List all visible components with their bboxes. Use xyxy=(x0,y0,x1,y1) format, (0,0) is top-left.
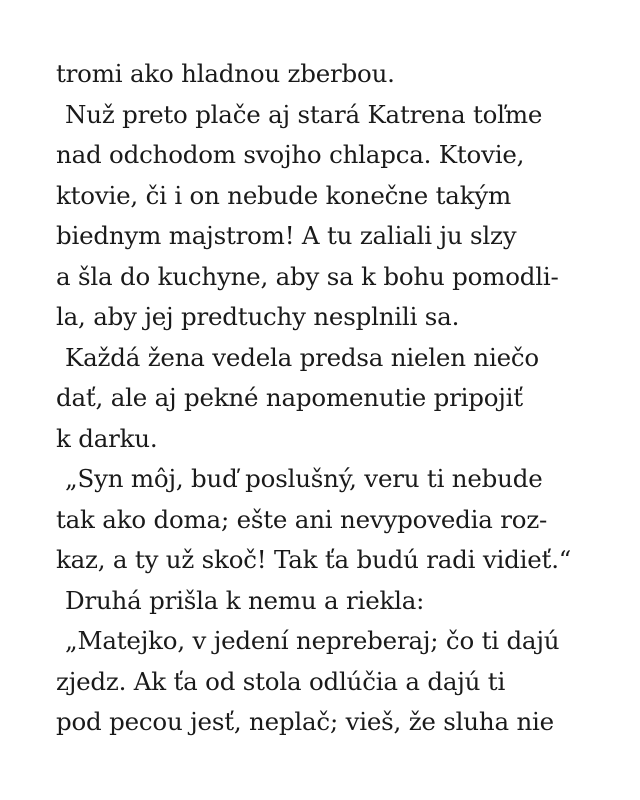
text-line: la, aby jej predtuchy nesplnili sa. xyxy=(56,302,460,331)
text-line: tak ako doma; ešte ani nevypovedia roz- xyxy=(56,504,548,534)
text-line: „Syn môj, buď poslušný, veru ti nebude xyxy=(65,464,543,493)
text-line: nad odchodom svojho chlapca. Ktovie, xyxy=(56,140,525,169)
text-line: ktovie, či i on nebude konečne takým xyxy=(56,180,512,210)
text-line: pod pecou jesť, neplač; vieš, že sluha nie xyxy=(56,707,554,736)
text-body xyxy=(56,54,616,743)
text-line: k darku. xyxy=(56,423,158,453)
text-line: a šla do kuchyne, aby sa k bohu pomodli- xyxy=(56,261,559,291)
text-line: „Matejko, v jedení nepreberaj; čo ti dajú xyxy=(65,626,560,655)
text-line: Druhá prišla k nemu a riekla: xyxy=(65,585,425,615)
text-line: kaz, a ty už skoč! Tak ťa budú radi vidieť.“ xyxy=(56,545,572,574)
text-line: tromi ako hladnou zberbou. xyxy=(56,59,395,88)
text-line: biednym majstrom! A tu zaliali ju slzy xyxy=(56,221,517,250)
text-line: Nuž preto plače aj stará Katrena toľme xyxy=(65,99,543,129)
text-line: zjedz. Ak ťa od stola odlúčia a dajú ti xyxy=(56,666,506,696)
text-line: Každá žena vedela predsa nielen niečo xyxy=(65,342,539,372)
text-line: dať, ale aj pekné napomenutie pripojiť xyxy=(56,383,523,412)
